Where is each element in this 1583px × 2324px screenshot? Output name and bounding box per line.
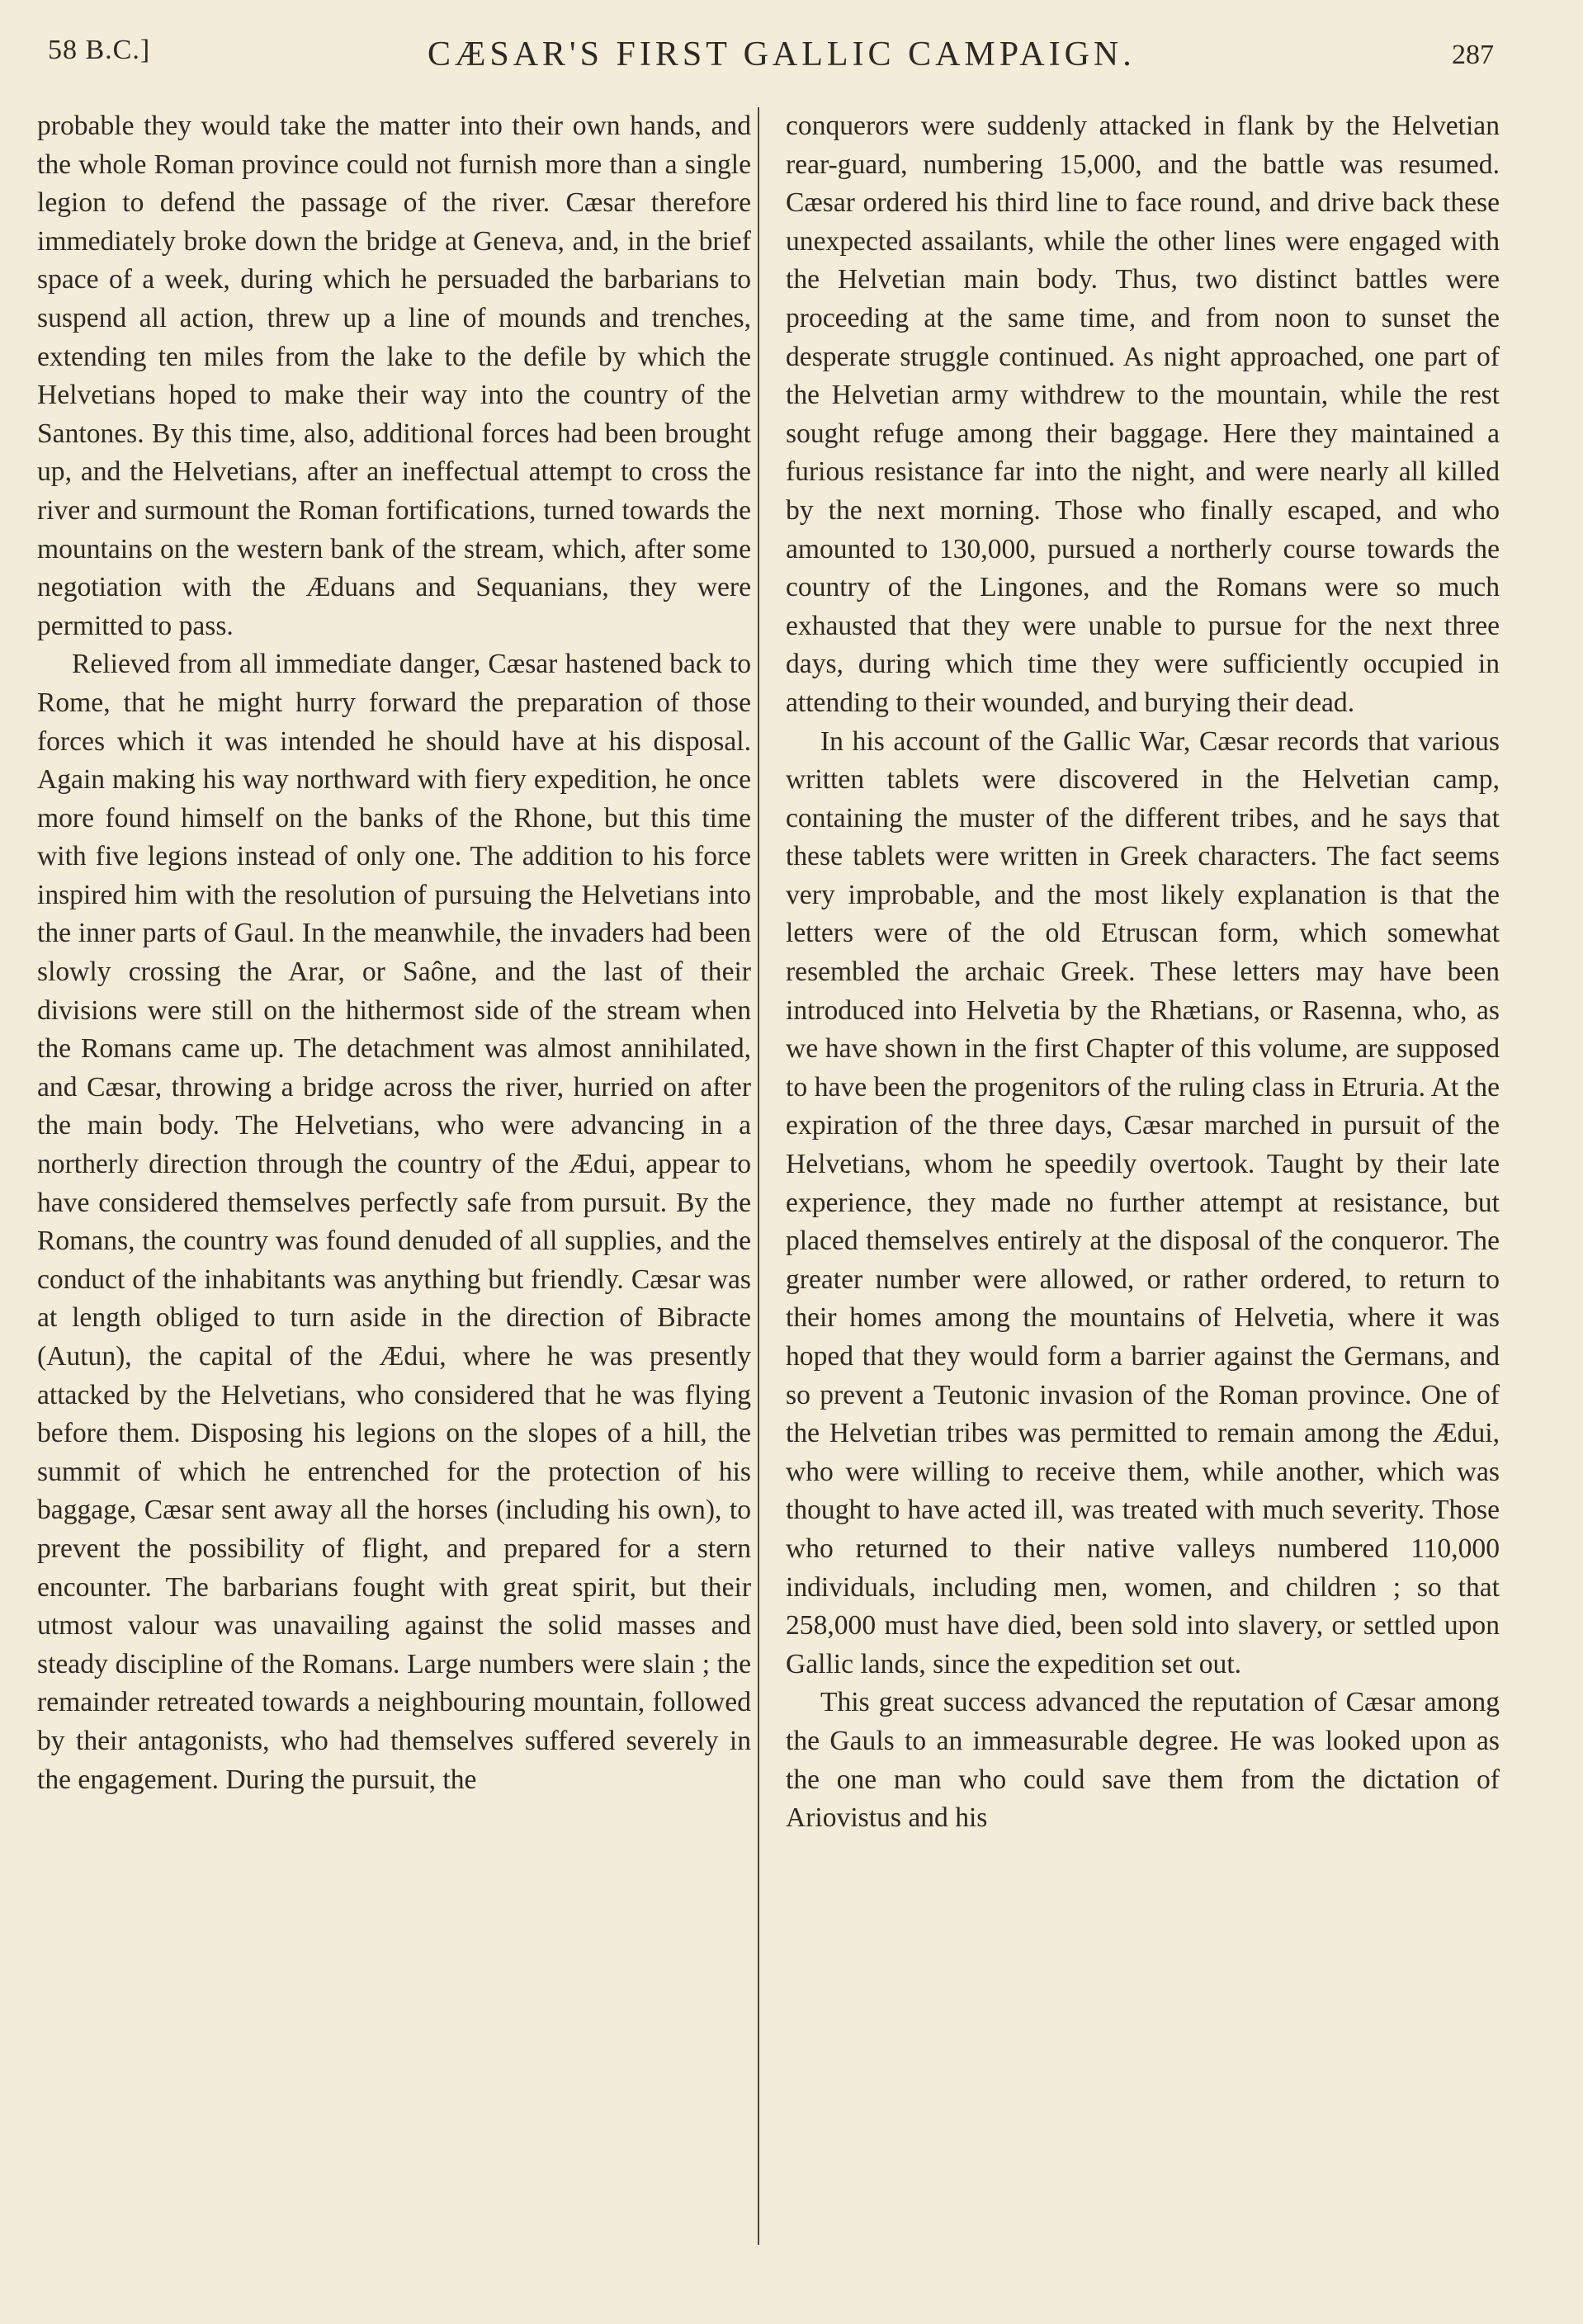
running-title: CÆSAR'S FIRST GALLIC CAMPAIGN. [428,35,1136,73]
paragraph: conquerors were suddenly attacked in flank by the Helvetian rear-guard, numbering 15,000, and the battle was resumed. Cæsar ordered his third line to face round, and drive back these unexpected assailants, while the other lines were engaged with the Helvetian main body. Thus, two distinct battles were proceeding at the same time, and from noon to sunset the desperate struggle continued. As night approached, one part of the Helvetian army withdrew to the mountain, while the rest sought refuge among their baggage. Here they maintained a furious resistance far into the night, and were nearly all killed by the next morning. Those who finally escaped, and who amounted to 130,000, pursued a northerly course towards the country of the Lingones, and the Romans were so much exhausted that they were unable to pursue for the next three days, during which time they were sufficiently occupied in attending to their wounded, and burying their dead. [786,111,1500,718]
paragraph: probable they would take the matter into their own hands, and the whole Roman province could not furnish more than a single legion to defend the passage of the river. Cæsar therefore immediately broke down the bridge at Geneva, and, in the brief space of a week, during which he persuaded the barbarians to suspend all action, threw up a line of mounds and trenches, extending ten miles from the lake to the defile by which the Helvetians hoped to make their way into the country of the Santones. By this time, also, additional forces had been brought up, and the Helvetians, after an ineffectual attempt to cross the river and surmount the Roman fortifications, turned towards the mountains on the western bank of the stream, which, after some negotiation with the Æduans and Sequanians, they were permitted to pass. [37,111,751,641]
paragraph: Relieved from all immediate danger, Cæsar hastened back to Rome, that he might hurry forward the preparation of those forces which it was intended he should have at his disposal. Again making his way northward with fiery expedition, he once more found himself on the banks of the Rhone, but this time with five legions instead of only one. The addition to his force inspired him with the resolution of pursuing the Helvetians into the inner parts of Gaul. In the meanwhile, the invaders had been slowly crossing the Arar, or Saône, and the last of their divisions were still on the hithermost side of the stream when the Romans came up. The detachment was almost annihilated, and Cæsar, throwing a bridge across the river, hurried on after the main body. The Helvetians, who were advancing in a northerly direction through the country of the Ædui, appear to have considered themselves perfectly safe from pursuit. By the Romans, the country was found denuded of all supplies, and the conduct of the inhabitants was anything but friendly. Cæsar was at length obliged to turn aside in the direction of Bibracte (Autun), the capital of the Ædui, where he was presently attacked by the Helvetians, who considered that he was flying before them. Disposing his legions on the slopes of a hill, the summit of which he entrenched for the protection of his baggage, Cæsar sent away all the horses (including his own), to prevent the possibility of flight, and prepared for a stern encounter. The barbarians fought with great spirit, but their utmost valour was unavailing against the solid masses and steady discipline of the Romans. Large numbers were slain ; the remainder retreated towards a neighbouring mountain, followed by their antagonists, who had themselves suffered severely in the engagement. During the pursuit, the [37,649,751,1795]
right-column [786,107,1500,1838]
header-date: 58 B.C.] [48,35,151,65]
running-header [48,28,1494,86]
left-column [37,107,751,1799]
page-number: 287 [1452,40,1494,70]
paragraph: In his account of the Gallic War, Cæsar records that various written tablets were discovered in the Helvetian camp, containing the muster of the different tribes, and he says that these tablets were written in Greek characters. The fact seems very improbable, and the most likely explanation is that the letters were of the old Etruscan form, which somewhat resembled the archaic Greek. These letters may have been introduced into Helvetia by the Rhætians, or Rasenna, who, as we have shown in the first Chapter of this volume, are supposed to have been the progenitors of the ruling class in Etruria. At the expiration of the three days, Cæsar marched in pursuit of the Helvetians, whom he speedily overtook. Taught by their late experience, they made no further attempt at resistance, but placed themselves entirely at the disposal of the conqueror. The greater number were allowed, or rather ordered, to return to their homes among the mountains of Helvetia, where it was hoped that they would form a barrier against the Germans, and so prevent a Teutonic invasion of the Roman province. One of the Helvetian tribes was permitted to remain among the Ædui, who were willing to receive them, while another, which was thought to have acted ill, was treated with much severity. Those who returned to their native valleys numbered 110,000 individuals, including men, women, and children ; so that 258,000 must have died, been sold into slavery, or settled upon Gallic lands, since the expedition set out. [786,725,1500,1679]
paragraph: This great success advanced the reputation of Cæsar among the Gauls to an immeasurable degree. He was looked upon as the one man who could save them from the dictation of Ariovistus and his [786,1687,1500,1834]
column-divider [758,107,759,2245]
